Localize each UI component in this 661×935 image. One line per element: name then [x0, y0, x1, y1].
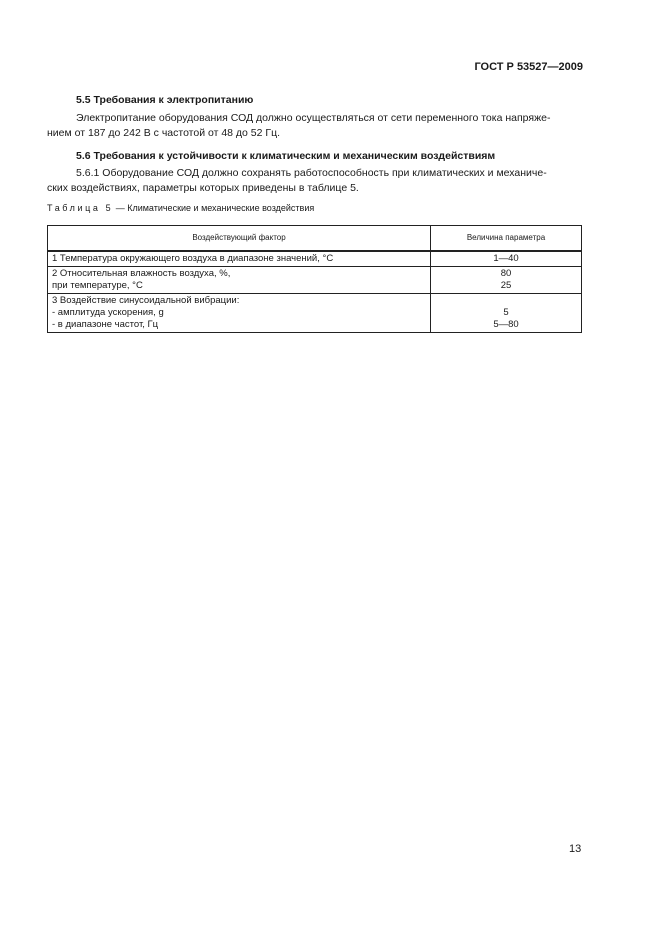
table-caption-text: — Климатические и механические воздействия [113, 203, 315, 213]
table-header-row [48, 226, 582, 252]
paragraph-line: нием от 187 до 242 В с частотой от 48 до 52 Гц. [47, 127, 281, 139]
paragraph-line: Электропитание оборудования СОД должно осуществляться от сети переменного тока напряже- [76, 112, 551, 124]
table-row [48, 267, 582, 294]
factor-cell [48, 251, 431, 267]
paragraph-line: 5.6.1 Оборудование СОД должно сохранять работоспособность при климатических и механиче- [76, 167, 547, 179]
section-heading-5-6: 5.6 Требования к устойчивости к климатическим и механическим воздействиям [76, 150, 496, 162]
factor-line: 3 Воздействие синусоидальной вибрации: [52, 295, 240, 306]
value-cell [431, 294, 582, 333]
document-code: ГОСТ Р 53527—2009 [474, 61, 583, 73]
factor-cell [48, 294, 431, 333]
parameters-table [47, 225, 582, 333]
factor-line: - амплитуда ускорения, g [52, 307, 164, 318]
value-cell [431, 251, 582, 267]
value-line: 5—80 [493, 319, 519, 330]
value-line: 1—40 [493, 253, 519, 264]
value-line: 25 [500, 280, 512, 291]
factor-line: 2 Относительная влажность воздуха, %, [52, 268, 231, 279]
table-row [48, 294, 582, 333]
factor-line: 1 Температура окружающего воздуха в диапазоне значений, °С [52, 253, 334, 264]
value-line: 80 [500, 268, 512, 279]
section-heading-5-5: 5.5 Требования к электропитанию [76, 94, 254, 106]
paragraph-5-6-1 [47, 166, 581, 196]
factor-cell [48, 267, 431, 294]
table-caption [47, 203, 314, 213]
value-cell [431, 267, 582, 294]
table-caption-label: Таблица 5 [47, 203, 114, 213]
factor-line: при температуре, °С [52, 280, 143, 291]
paragraph-line: ских воздействиях, параметры которых приведены в таблице 5. [47, 182, 359, 194]
column-header-value: Величина параметра [431, 226, 582, 252]
value-line [435, 295, 577, 307]
column-header-factor: Воздействующий фактор [48, 226, 431, 252]
table-row [48, 251, 582, 267]
page-number: 13 [569, 843, 582, 855]
paragraph-5-5 [47, 111, 581, 141]
factor-line: - в диапазоне частот, Гц [52, 319, 159, 330]
value-line: 5 [503, 307, 509, 318]
